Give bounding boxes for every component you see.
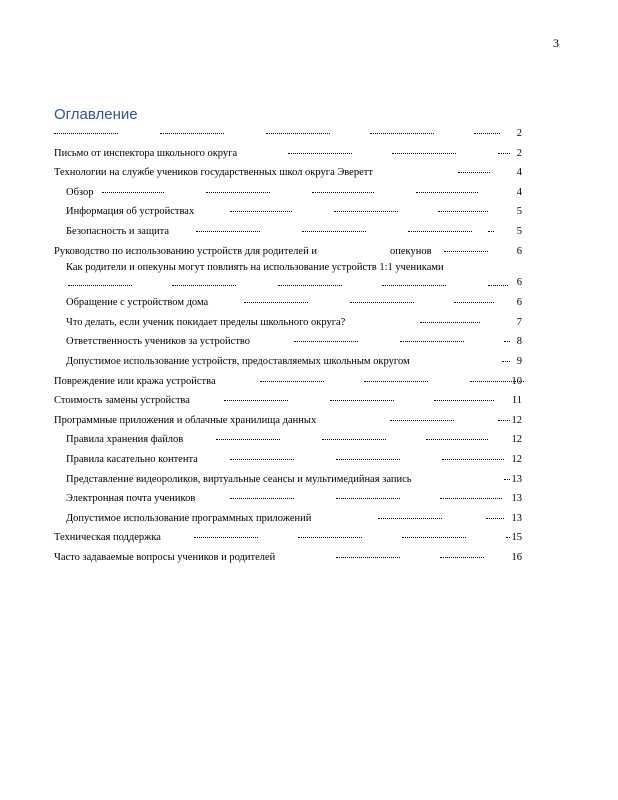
toc-entry[interactable] xyxy=(54,391,522,411)
dot-leader xyxy=(294,341,358,342)
dot-leader xyxy=(416,192,478,193)
toc-entry-text: Что делать, если ученик покидает пределы школьного округа? xyxy=(66,316,346,328)
toc-entry-text: Часто задаваемые вопросы учеников и родителей xyxy=(54,551,276,563)
toc-entry-page: 10 xyxy=(511,375,522,387)
toc-entry-page: 9 xyxy=(516,355,522,367)
toc-entry[interactable] xyxy=(54,470,522,490)
dot-leader xyxy=(330,400,394,401)
toc-entry-text: Допустимое использование программных приложений xyxy=(66,512,312,524)
dot-leader xyxy=(438,211,488,212)
dot-leader xyxy=(486,518,504,519)
toc-entry-page: 13 xyxy=(511,473,522,485)
toc-entry-text: Обращение с устройством дома xyxy=(66,297,209,309)
toc-entry-text: Технологии на службе учеников государственных школ округа Эверетт xyxy=(54,167,373,179)
toc-entry-page: 12 xyxy=(511,434,522,446)
dot-leader xyxy=(322,439,386,440)
toc-entry-page: 13 xyxy=(511,512,522,524)
toc-entry[interactable] xyxy=(54,548,522,568)
dot-leader xyxy=(504,479,510,480)
dot-leader xyxy=(266,133,330,134)
toc-entry-page: 6 xyxy=(516,277,522,289)
toc-entry-text: Электронная почта учеников xyxy=(66,493,196,505)
toc-entry-text: Ответственность учеников за устройство xyxy=(66,336,251,348)
dot-leader xyxy=(350,302,414,303)
toc-entry-text: Руководство по использованию устройств для родителей и xyxy=(54,245,317,257)
toc-entry[interactable] xyxy=(54,332,522,352)
toc-entry-text: Обзор xyxy=(66,186,94,198)
dot-leader xyxy=(364,381,428,382)
toc-entry[interactable] xyxy=(54,352,522,372)
dot-leader xyxy=(390,420,454,421)
toc-entry[interactable] xyxy=(54,430,522,450)
toc-entry[interactable] xyxy=(54,528,522,548)
toc-entry-text: Техническая поддержка xyxy=(54,532,161,544)
dot-leader xyxy=(502,361,510,362)
toc-entry[interactable] xyxy=(54,509,522,529)
toc-entry[interactable] xyxy=(54,222,522,242)
dot-leader xyxy=(458,172,490,173)
toc-entry-text: Как родители и опекуны могут повлиять на использование устройств 1:1 учениками xyxy=(66,262,444,274)
dot-leader xyxy=(370,133,434,134)
toc-entry-text: Правила хранения файлов xyxy=(66,434,184,446)
dot-leader xyxy=(420,322,480,323)
dot-leader xyxy=(336,498,400,499)
toc-entry-text: Письмо от инспектора школьного округа xyxy=(54,147,238,159)
dot-leader xyxy=(334,211,398,212)
toc-entry[interactable] xyxy=(54,450,522,470)
dot-leader xyxy=(206,192,270,193)
toc-entry-page: 6 xyxy=(516,245,522,257)
dot-leader xyxy=(216,439,280,440)
dot-leader xyxy=(434,400,494,401)
toc-entry-page: 2 xyxy=(516,147,522,159)
dot-leader xyxy=(336,557,400,558)
toc-entry-page: 12 xyxy=(511,414,522,426)
toc-entry-page: 15 xyxy=(511,532,522,544)
dot-leader xyxy=(402,537,466,538)
toc-entry-page: 16 xyxy=(511,551,522,563)
dot-leader xyxy=(392,153,456,154)
dot-leader xyxy=(230,459,294,460)
dot-leader xyxy=(244,302,308,303)
dot-leader xyxy=(336,459,400,460)
toc-entry-text: Повреждение или кража устройства xyxy=(54,375,216,387)
dot-leader xyxy=(454,302,494,303)
toc-entry-text: Безопасность и защита xyxy=(66,225,170,237)
toc-title: Оглавление xyxy=(54,106,138,123)
toc-entry[interactable] xyxy=(54,124,522,144)
dot-leader xyxy=(408,231,472,232)
toc-entry-page: 7 xyxy=(516,316,522,328)
dot-leader xyxy=(498,153,510,154)
dot-leader xyxy=(440,498,502,499)
dot-leader xyxy=(312,192,374,193)
dot-leader xyxy=(260,381,324,382)
toc-entry[interactable] xyxy=(54,144,522,164)
toc-entry-text: Допустимое использование устройств, предоставляемых школьным округом xyxy=(66,355,410,367)
dot-leader xyxy=(194,537,258,538)
dot-leader xyxy=(302,231,366,232)
dot-leader xyxy=(498,420,510,421)
toc-entry-text: Информация об устройствах xyxy=(66,206,195,218)
toc-entry-page: 5 xyxy=(516,225,522,237)
dot-leader xyxy=(442,459,504,460)
page-number: 3 xyxy=(553,36,559,50)
dot-leader xyxy=(160,133,224,134)
toc-entry-page: 11 xyxy=(511,395,522,407)
dot-leader xyxy=(288,153,352,154)
toc-entry[interactable] xyxy=(54,411,522,431)
toc-entry[interactable] xyxy=(54,202,522,222)
toc-entry[interactable] xyxy=(54,261,522,293)
dot-leader xyxy=(382,285,446,286)
dot-leader xyxy=(506,537,510,538)
toc-entry-page: 6 xyxy=(516,297,522,309)
dot-leader xyxy=(474,133,500,134)
toc-entry-text: Правила касательно контента xyxy=(66,453,198,465)
dot-leader xyxy=(488,285,508,286)
dot-leader xyxy=(444,251,488,252)
dot-leader xyxy=(230,211,292,212)
dot-leader xyxy=(278,285,342,286)
toc-entry-page: 5 xyxy=(516,206,522,218)
dot-leader xyxy=(488,231,494,232)
toc-entry[interactable] xyxy=(54,372,522,392)
toc-entry-text: Стоимость замены устройства xyxy=(54,395,190,407)
toc-entry-page: 8 xyxy=(516,336,522,348)
dot-leader xyxy=(196,231,260,232)
toc-entry-page: 12 xyxy=(511,453,522,465)
table-of-contents xyxy=(54,124,522,567)
toc-entry-page: 13 xyxy=(511,493,522,505)
dot-leader xyxy=(440,557,484,558)
toc-entry-page: 4 xyxy=(516,186,522,198)
dot-leader xyxy=(172,285,236,286)
toc-entry[interactable] xyxy=(54,293,522,313)
dot-leader xyxy=(378,518,442,519)
dot-leader xyxy=(298,537,362,538)
toc-entry-text-continuation: опекунов xyxy=(390,245,432,257)
dot-leader xyxy=(102,192,164,193)
toc-entry[interactable] xyxy=(54,489,522,509)
toc-entry-page: 4 xyxy=(516,167,522,179)
toc-entry[interactable] xyxy=(54,313,522,333)
dot-leader xyxy=(54,133,118,134)
toc-entry-text: Программные приложения и облачные хранилища данных xyxy=(54,414,317,426)
dot-leader xyxy=(68,285,132,286)
toc-entry-text: Представление видеороликов, виртуальные сеансы и мультимедийная запись xyxy=(66,473,412,485)
toc-entry[interactable] xyxy=(54,163,522,183)
dot-leader xyxy=(230,498,294,499)
dot-leader xyxy=(504,341,510,342)
dot-leader xyxy=(400,341,464,342)
toc-entry[interactable] xyxy=(54,183,522,203)
toc-entry-page: 2 xyxy=(516,128,522,139)
dot-leader xyxy=(426,439,488,440)
dot-leader xyxy=(224,400,288,401)
